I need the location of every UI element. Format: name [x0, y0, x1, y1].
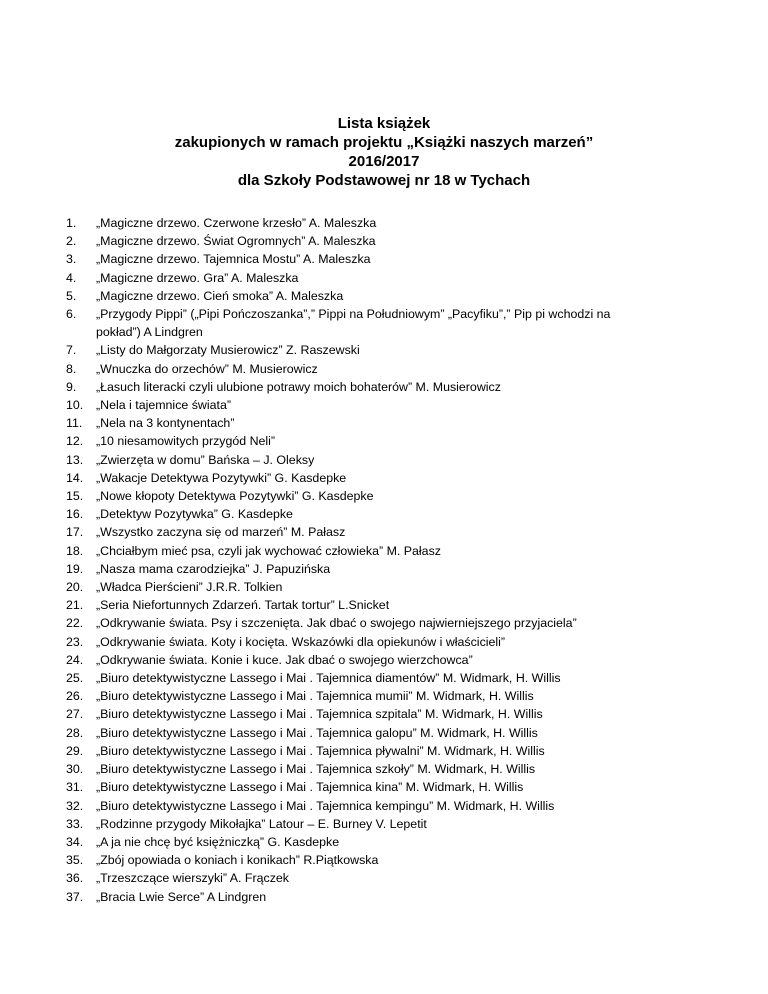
- book-title: „Władca Pierścieni” J.R.R. Tolkien: [96, 580, 283, 595]
- list-item: [0, 341, 768, 359]
- book-title: „Nela na 3 kontynentach”: [96, 416, 235, 431]
- book-title: „Odkrywanie świata. Psy i szczenięta. Jak dbać o swojego najwierniejszego przyjaciela”: [96, 616, 577, 631]
- list-item-number: 17.: [66, 525, 84, 540]
- list-item-number: 9.: [66, 379, 77, 394]
- list-item-number: 25.: [66, 671, 84, 686]
- list-item-number: 21.: [66, 598, 84, 613]
- list-item-number: 7.: [66, 343, 77, 358]
- list-item: [0, 742, 768, 760]
- book-title: „Odkrywanie świata. Koty i kocięta. Wskazówki dla opiekunów i właścicieli”: [96, 634, 506, 649]
- list-item: [0, 705, 768, 723]
- list-item-number: 22.: [66, 616, 84, 631]
- list-item-number: 34.: [66, 834, 84, 849]
- book-title: „Listy do Małgorzaty Musierowicz” Z. Raszewski: [96, 343, 360, 358]
- list-item-number: 30.: [66, 762, 84, 777]
- book-title: „Magiczne drzewo. Gra” A. Maleszka: [96, 270, 299, 285]
- book-title: „Seria Niefortunnych Zdarzeń. Tartak tortur” L.Snicket: [96, 598, 390, 613]
- list-item: [0, 651, 768, 669]
- book-title: „10 niesamowitych przygód Neli”: [96, 434, 276, 449]
- list-item-number: 5.: [66, 288, 77, 303]
- list-item: [0, 687, 768, 705]
- list-item: [0, 396, 768, 414]
- book-title: „Nela i tajemnice świata”: [96, 398, 231, 413]
- list-item-number: 12.: [66, 434, 84, 449]
- list-item: [0, 378, 768, 396]
- list-item-number: 14.: [66, 470, 84, 485]
- book-title: „Biuro detektywistyczne Lassego i Mai . Tajemnica diamentów” M. Widmark, H. Willis: [96, 671, 561, 686]
- list-item-number: 10.: [66, 398, 84, 413]
- book-title: „Nasza mama czarodziejka” J. Papuzińska: [96, 561, 331, 576]
- list-item: [0, 487, 768, 505]
- title-line-1: Lista książek: [337, 115, 431, 132]
- list-item: [0, 833, 768, 851]
- book-title: „A ja nie chcę być księżniczką” G. Kasdepke: [96, 834, 340, 849]
- book-title: „Zbój opowiada o koniach i konikach” R.Piątkowska: [96, 853, 379, 868]
- book-title: „Magiczne drzewo. Świat Ogromnych” A. Maleszka: [96, 234, 376, 249]
- list-item: [0, 633, 768, 651]
- list-item-number: 20.: [66, 580, 84, 595]
- list-item: [0, 851, 768, 869]
- book-title: „Wnuczka do orzechów” M. Musierowicz: [96, 361, 318, 376]
- list-item-number: 28.: [66, 725, 84, 740]
- book-title: „Biuro detektywistyczne Lassego i Mai . Tajemnica kina” M. Widmark, H. Willis: [96, 780, 524, 795]
- book-title: „Biuro detektywistyczne Lassego i Mai . Tajemnica galopu” M. Widmark, H. Willis: [96, 725, 538, 740]
- list-item: [0, 469, 768, 487]
- list-item-number: 8.: [66, 361, 77, 376]
- book-title: „Biuro detektywistyczne Lassego i Mai . Tajemnica szpitala” M. Widmark, H. Willis: [96, 707, 543, 722]
- list-item-number: 26.: [66, 689, 84, 704]
- list-item: [0, 815, 768, 833]
- book-title: „Biuro detektywistyczne Lassego i Mai . Tajemnica pływalni” M. Widmark, H. Willis: [96, 743, 545, 758]
- list-item-number: 13.: [66, 452, 84, 467]
- book-title: „Wakacje Detektywa Pozytywki” G. Kasdepke: [96, 470, 347, 485]
- list-item-number: 15.: [66, 489, 84, 504]
- list-item-number: 31.: [66, 780, 84, 795]
- book-title: „Zwierzęta w domu” Bańska – J. Oleksy: [96, 452, 315, 467]
- document-title: [0, 114, 768, 190]
- list-item: [0, 214, 768, 232]
- list-item: [0, 432, 768, 450]
- list-item: [0, 560, 768, 578]
- book-title: „Nowe kłopoty Detektywa Pozytywki” G. Kasdepke: [96, 489, 374, 504]
- book-title: „Magiczne drzewo. Cień smoka” A. Maleszka: [96, 288, 344, 303]
- list-item-number: 18.: [66, 543, 84, 558]
- book-title: „Biuro detektywistyczne Lassego i Mai . Tajemnica szkoły” M. Widmark, H. Willis: [96, 762, 536, 777]
- book-title: „Chciałbym mieć psa, czyli jak wychować człowieka” M. Pałasz: [96, 543, 441, 558]
- list-item-number: 3.: [66, 252, 77, 267]
- list-item: [0, 614, 768, 632]
- list-item-number: 11.: [66, 416, 83, 431]
- list-item: [0, 669, 768, 687]
- list-item-number: 4.: [66, 270, 77, 285]
- book-title: „Biuro detektywistyczne Lassego i Mai . Tajemnica mumii” M. Widmark, H. Willis: [96, 689, 534, 704]
- book-title: „Łasuch literacki czyli ulubione potrawy moich bohaterów” M. Musierowicz: [96, 379, 501, 394]
- list-item: [0, 269, 768, 287]
- list-item: [0, 760, 768, 778]
- book-title: „Detektyw Pozytywka” G. Kasdepke: [96, 507, 293, 522]
- list-item: [0, 250, 768, 268]
- book-title: „Magiczne drzewo. Czerwone krzesło” A. Maleszka: [96, 216, 377, 230]
- list-item-number: 19.: [66, 561, 84, 576]
- list-item: [0, 505, 768, 523]
- title-line-3: 2016/2017: [348, 153, 420, 170]
- book-title: „Rodzinne przygody Mikołajka” Latour – E. Burney V. Lepetit: [96, 816, 427, 831]
- list-item: [0, 578, 768, 596]
- list-item-number: 1.: [66, 216, 77, 230]
- list-item: [0, 414, 768, 432]
- list-item-number: 36.: [66, 871, 84, 886]
- list-item: [0, 542, 768, 560]
- book-title: „Trzeszczące wierszyki” A. Frączek: [96, 871, 289, 886]
- list-item-number: 27.: [66, 707, 84, 722]
- title-line-4: dla Szkoły Podstawowej nr 18 w Tychach: [237, 172, 531, 189]
- list-item: [0, 596, 768, 614]
- list-item: [0, 305, 768, 341]
- list-item: [0, 724, 768, 742]
- list-item-number: 37.: [66, 889, 84, 904]
- book-list: [0, 214, 768, 906]
- list-item: [0, 451, 768, 469]
- book-title: „Magiczne drzewo. Tajemnica Mostu” A. Maleszka: [96, 252, 371, 267]
- book-title: „Wszystko zaczyna się od marzeń” M. Pałasz: [96, 525, 346, 540]
- book-title: „Bracia Lwie Serce” A Lindgren: [96, 889, 267, 904]
- list-item-number: 35.: [66, 853, 84, 868]
- list-item: [0, 797, 768, 815]
- book-title: „Odkrywanie świata. Konie i kuce. Jak dbać o swojego wierzchowca”: [96, 652, 473, 667]
- list-item: [0, 869, 768, 887]
- list-item-number: 32.: [66, 798, 84, 813]
- list-item: [0, 287, 768, 305]
- book-title: „Przygody Pippi” („Pipi Pończoszanka”,” Pippi na Południowym” „Pacyfiku”,” Pip pi wchodzi na pokład”) A Lindgren: [96, 307, 611, 340]
- list-item-number: 24.: [66, 652, 84, 667]
- list-item: [0, 778, 768, 796]
- list-item-number: 33.: [66, 816, 84, 831]
- book-title: „Biuro detektywistyczne Lassego i Mai . Tajemnica kempingu” M. Widmark, H. Willis: [96, 798, 555, 813]
- list-item: [0, 360, 768, 378]
- list-item: [0, 523, 768, 541]
- list-item-number: 2.: [66, 234, 77, 249]
- list-item: [0, 888, 768, 906]
- list-item-number: 6.: [66, 307, 77, 322]
- list-item: [0, 232, 768, 250]
- list-item-number: 29.: [66, 743, 84, 758]
- list-item-number: 16.: [66, 507, 84, 522]
- title-line-2: zakupionych w ramach projektu „Książki naszych marzeń”: [174, 134, 594, 151]
- list-item-number: 23.: [66, 634, 84, 649]
